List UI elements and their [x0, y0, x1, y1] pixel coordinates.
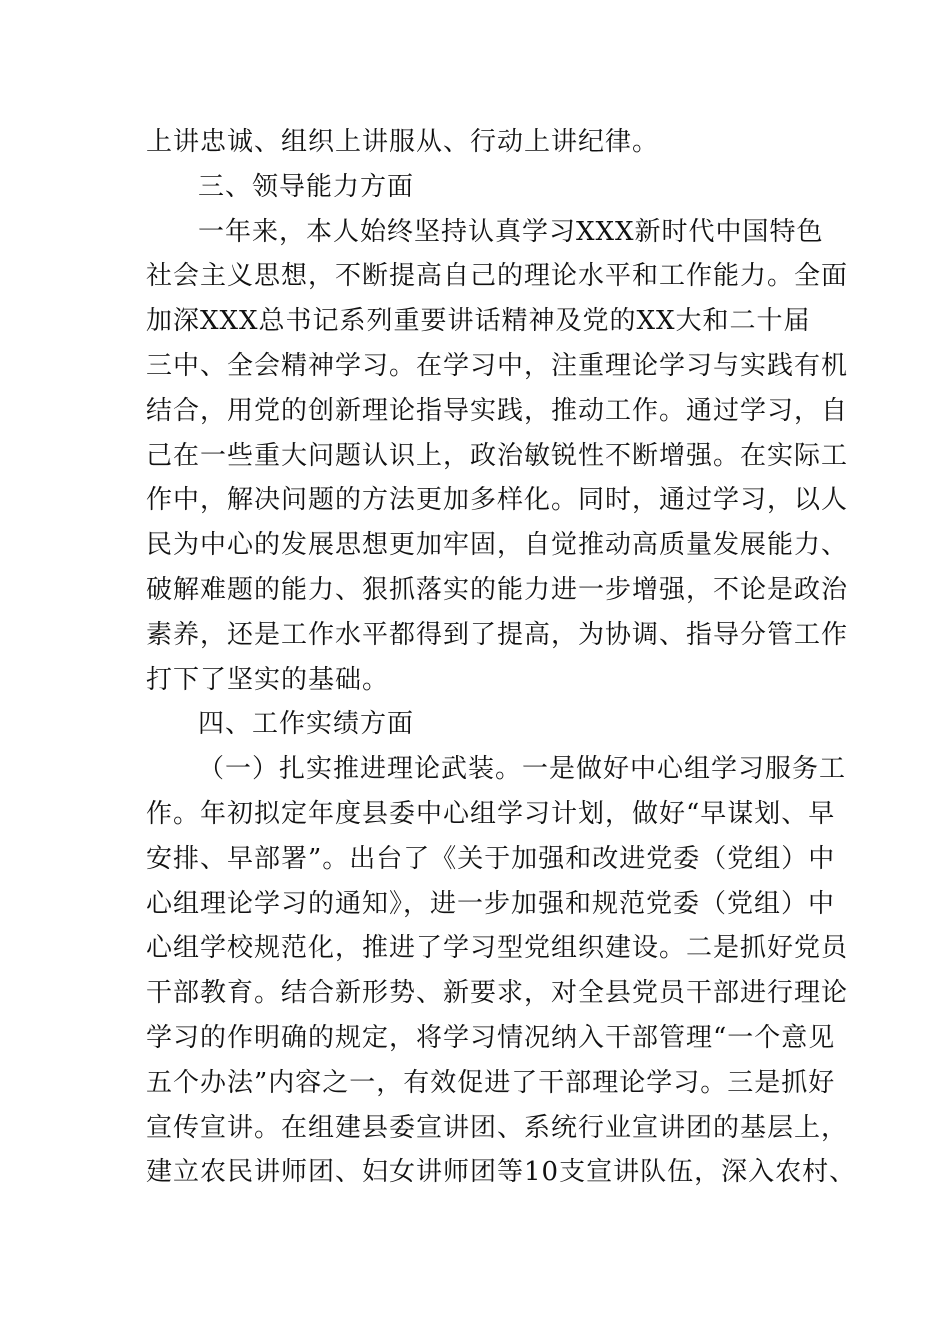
- paragraph-line: 一年来，本人始终坚持认真学习XXX新时代中国特色: [198, 216, 824, 247]
- paragraph-line-rest: 一是做好中心组学习服务工: [522, 754, 847, 785]
- paragraph-line: 打下了坚实的基础。: [146, 664, 390, 695]
- paragraph-line: 作中，解决问题的方法更加多样化。同时，通过学习，以人: [146, 485, 849, 516]
- paragraph-line-first: [146, 747, 847, 792]
- paragraph-line: 破解难题的能力、狠抓落实的能力进一步增强，不论是政治: [146, 574, 849, 605]
- paragraph-line: 学习的作明确的规定，将学习情况纳入干部管理“一个意见: [146, 1022, 836, 1053]
- document-body: [146, 120, 857, 1195]
- paragraph-line: 心组理论学习的通知》，进一步加强和规范党委（党组）中: [146, 888, 836, 919]
- paragraph-line: 己在一些重大问题认识上，政治敏锐性不断增强。在实际工: [146, 440, 849, 471]
- paragraph-line: 干部教育。结合新形势、新要求，对全县党员干部进行理论: [146, 978, 849, 1009]
- paragraph-line: 上讲忠诚、组织上讲服从、行动上讲纪律。: [146, 127, 660, 157]
- paragraph-line: 社会主义思想，不断提高自己的理论水平和工作能力。全面: [146, 261, 849, 292]
- paragraph-line: 结合，用党的创新理论指导实践，推动工作。通过学习，自: [146, 395, 849, 426]
- paragraph-line: 建立农民讲师团、妇女讲师团等10支宣讲队伍，深入农村、: [146, 1157, 857, 1188]
- subsection-heading: （一）扎实推进理论武装。: [198, 754, 523, 785]
- paragraph-line: 五个办法”内容之一，有效促进了干部理论学习。三是抓好: [146, 1067, 836, 1098]
- paragraph-line: 加深XXX总书记系列重要讲话精神及党的XX大和二十届: [146, 306, 811, 337]
- paragraph-line: 安排、早部署”。出台了《关于加强和改进党委（党组）中: [146, 843, 836, 874]
- section-heading-achievements: 四、工作实绩方面: [198, 709, 415, 740]
- section-heading-leadership: 三、领导能力方面: [198, 171, 415, 202]
- paragraph-line: 作。年初拟定年度县委中心组学习计划，做好“早谋划、早: [146, 798, 836, 829]
- paragraph-line: 素养，还是工作水平都得到了提高，为协调、指导分管工作: [146, 619, 849, 650]
- paragraph-line: 三中、全会精神学习。在学习中，注重理论学习与实践有机: [146, 350, 849, 381]
- paragraph-line: 心组学校规范化，推进了学习型党组织建设。二是抓好党员: [146, 933, 849, 964]
- paragraph-line: 民为中心的发展思想更加牢固，自觉推动高质量发展能力、: [146, 530, 849, 561]
- paragraph-line: 宣传宣讲。在组建县委宣讲团、系统行业宣讲团的基层上，: [146, 1112, 849, 1143]
